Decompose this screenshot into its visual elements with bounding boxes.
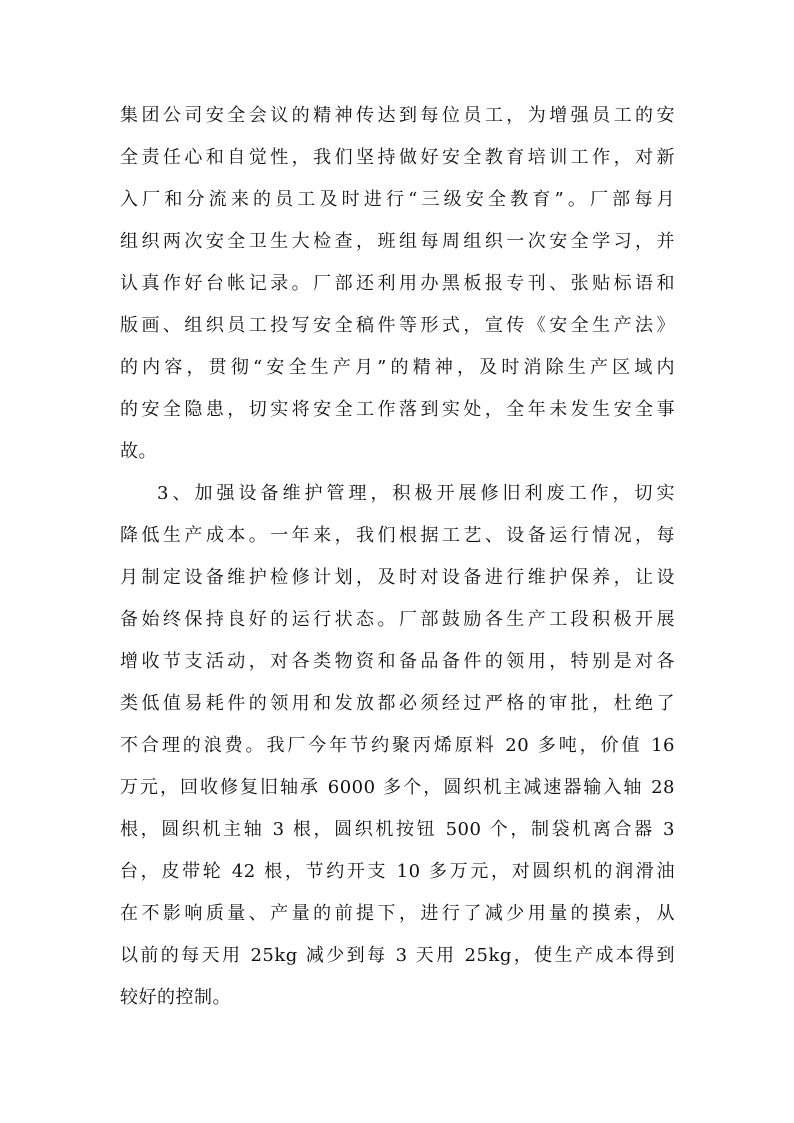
paragraph-line: 故。 — [120, 441, 157, 462]
paragraph-line: 月制定设备维护检修计划，及时对设备进行维护保养，让设 — [120, 567, 675, 588]
paragraph-line: 不合理的浪费。我厂今年节约聚丙烯原料 20 多吨，价值 16 — [120, 735, 675, 756]
paragraph-line: 3、加强设备维护管理，积极开展修旧利废工作，切实 — [157, 483, 675, 504]
paragraph-line: 以前的每天用 25kg 减少到每 3 天用 25kg，使生产成本得到 — [120, 945, 675, 966]
paragraph-line: 备始终保持良好的运行状态。厂部鼓励各生产工段积极开展 — [120, 609, 675, 630]
paragraph-line: 万元，回收修复旧轴承 6000 多个，圆织机主减速器输入轴 28 — [120, 777, 675, 798]
paragraph-line: 台，皮带轮 42 根，节约开支 10 多万元，对圆织机的润滑油 — [120, 861, 675, 882]
paragraph-line: 全责任心和自觉性，我们坚持做好安全教育培训工作，对新 — [120, 147, 675, 168]
paragraph-line: 根，圆织机主轴 3 根，圆织机按钮 500 个，制袋机离合器 3 — [120, 819, 675, 840]
paragraph-line: 在不影响质量、产量的前提下，进行了减少用量的摸索，从 — [120, 903, 675, 924]
paragraph-line: 降低生产成本。一年来，我们根据工艺、设备运行情况，每 — [120, 525, 675, 546]
paragraph-line: 较好的控制。 — [120, 987, 231, 1008]
paragraph-line: 版画、组织员工投写安全稿件等形式，宣传《安全生产法》 — [120, 315, 675, 336]
paragraph-line: 增收节支活动，对各类物资和备品备件的领用，特别是对各 — [120, 651, 675, 672]
paragraph-line: 组织两次安全卫生大检查，班组每周组织一次安全学习，并 — [120, 231, 675, 252]
paragraph-line: 认真作好台帐记录。厂部还利用办黑板报专刊、张贴标语和 — [120, 273, 675, 294]
paragraph-line: 的内容，贯彻“安全生产月”的精神，及时消除生产区域内 — [120, 357, 675, 378]
paragraph-line: 入厂和分流来的员工及时进行“三级安全教育”。厂部每月 — [120, 189, 675, 210]
paragraph-line: 的安全隐患，切实将安全工作落到实处，全年未发生安全事 — [120, 399, 675, 420]
paragraph-line: 集团公司安全会议的精神传达到每位员工，为增强员工的安 — [120, 105, 675, 126]
paragraph-line: 类低值易耗件的领用和发放都必须经过严格的审批，杜绝了 — [120, 693, 675, 714]
